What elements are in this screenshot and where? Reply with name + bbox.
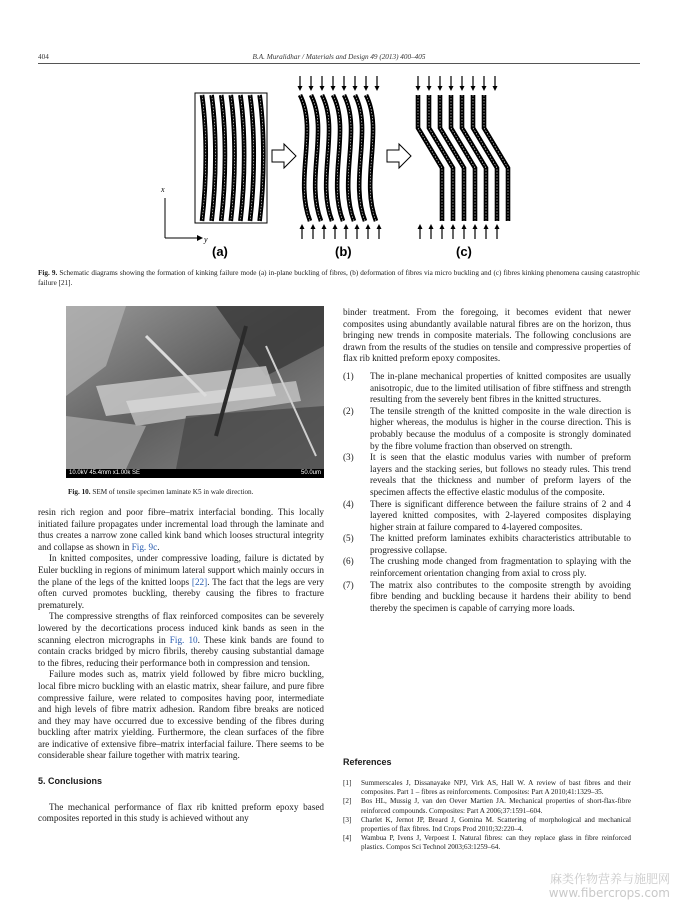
axis-y-label: y: [204, 235, 208, 244]
sem-info-bar: [66, 469, 324, 478]
paragraph: The mechanical performance of flax rib knitted preform epoxy based composites reported in this study is achieved without any: [38, 801, 324, 824]
reference-text: Charlet K, Jernot JP, Breard J, Gomina M. Scattering of morphological and mechanical properties of flax fibres. Ind Crops Prod 2010;32:220–4.: [361, 815, 631, 834]
load-arrowhead: [331, 86, 336, 91]
load-arrowhead: [355, 224, 360, 229]
conclusion-item: [343, 533, 631, 556]
sem-info-left: 10.0kV 45.4mm x1.00k SE: [69, 470, 141, 476]
load-arrowhead: [418, 224, 423, 229]
conclusion-number: (3): [343, 452, 354, 463]
figure-9-caption-text: Schematic diagrams showing the formation of kinking failure mode (a) in-plane buckling of fibres, (b) deformation of fibres via micro buckling and (c) fibres kinking phenomena causing catastrophic failure [21].: [38, 269, 641, 287]
reference-item: [343, 816, 631, 834]
text: The compressive strengths of flax reinforced composites can be severely lowered by the decortications process induced kink bands as seen in the scanning electron micrographs in: [38, 611, 324, 645]
paragraph: Failure modes such as, matrix yield followed by fibre micro buckling, local fibre micro buckling with an elastic matrix, shear failure, and pure fibre compressive failure, were related to composites having poor, intermediate and high levels of fibre matrix adhesion. Random fibre breaks are noticed and they may have occurred due to excessive bending of the fibres during buckling after matrix yielding. Furthermore, the clean surfaces of the fibre are indicative of extensive fibre–matrix interfacial failure. There seems to be considerable shear failure together with matrix tearing.: [38, 669, 324, 761]
page-number: 404: [38, 53, 49, 61]
arrow-a-to-b: [272, 144, 296, 168]
conclusion-text: The knitted preform laminates exhibits characteristics attributable to progressive collapse.: [370, 533, 631, 555]
load-arrowhead: [495, 224, 500, 229]
figure-9-diagram: [150, 70, 530, 270]
reference-number: [1]: [343, 779, 352, 787]
panel-label-b: (b): [335, 244, 352, 259]
watermark: [540, 872, 670, 900]
fig9c-link[interactable]: Fig. 9c: [131, 541, 158, 552]
load-arrowhead: [322, 224, 327, 229]
reference-item: [343, 797, 631, 815]
load-arrowhead: [416, 86, 421, 91]
ref-22-link[interactable]: [22]: [191, 576, 208, 587]
fig10-link[interactable]: Fig. 10: [169, 634, 198, 645]
reference-text: Summerscales J, Dissanayake NPJ, Virk AS, Hall W. A review of bast fibres and their composites. Part 1 – fibres as reinforcements. Composites: Part A 2010;41:1329–35.: [361, 779, 631, 797]
conclusion-item: [343, 371, 631, 406]
reference-number: [2]: [343, 797, 352, 806]
sem-scale: 50.0um: [300, 470, 321, 476]
panel-label-a: (a): [212, 244, 228, 259]
load-arrowhead: [429, 224, 434, 229]
conclusion-text: It is seen that the elastic modulus varies with number of preform layers and the stacking series, but follows no steady rules. This trend reveals that the thickness and number of preform layers of the specimen affects the effective elastic modulus of the composite.: [370, 452, 631, 497]
conclusion-item: [343, 406, 631, 452]
load-arrowhead: [309, 86, 314, 91]
reference-text: Bos HL, Mussig J, van den Oever Martien JA. Mechanical properties of short-flax-fibre reinforced compounds. Composites: Part A 2006;37:1591–604.: [361, 797, 631, 815]
reference-number: [3]: [343, 815, 352, 824]
conclusion-text: There is significant difference between the failure strains of 2 and 4 layered knitted composites, with 2-layered composites displaying higher strain at failure compared to 4-layered composites.: [370, 498, 631, 532]
conclusion-text: The tensile strength of the knitted composite in the wale direction is higher whereas, the modulus is higher in the course direction. This is probably because the modulus of a composite is strongly dominated by the fibre volume fraction than observed on strength.: [370, 405, 631, 451]
conclusion-number: (6): [343, 556, 354, 567]
left-column: [38, 507, 324, 825]
text: . The fact that the legs are very often curved promotes buckling, thereby causing the fibres to fracture prematurely.: [38, 576, 324, 610]
header-rule: [38, 63, 640, 64]
load-arrowhead: [427, 86, 432, 91]
load-arrowhead: [462, 224, 467, 229]
conclusion-text: The matrix also contributes to the composite strength by avoiding fibre bending and buckling because it hardens their ability to bend thereby the specimen is capable of carrying more loads.: [370, 579, 631, 613]
watermark-url: www.fibercrops.com: [548, 886, 670, 900]
sem-texture: [66, 306, 324, 469]
references-heading: References: [343, 757, 392, 767]
text: In knitted composites, under compressive loading, failure is dictated by Euler buckling in regions of minimum lateral support which mainly occurs in the plane of the legs of the knitted loops: [38, 553, 324, 587]
conclusion-number: (1): [343, 370, 354, 381]
text: .: [157, 541, 160, 552]
figure-10-caption-text: SEM of tensile specimen laminate K5 in wale direction.: [92, 488, 254, 496]
load-arrowhead: [344, 224, 349, 229]
conclusion-text: The crushing mode changed from fragmentation to splaying with the reinforcement orientation changing from axial to cross ply.: [370, 556, 631, 579]
conclusion-item: [343, 580, 631, 615]
load-arrowhead: [449, 86, 454, 91]
text: resin rich region and poor fibre–matrix interfacial bonding. This locally initiated failure propagates under incremental load through the laminate and thus creates a narrow zone called kink band which looses structural integrity and collapse as shown in: [38, 507, 324, 552]
load-arrowhead: [484, 224, 489, 229]
axis-x-label: x: [161, 185, 165, 194]
panel-label-c: (c): [456, 244, 472, 259]
load-arrowhead: [377, 224, 382, 229]
conclusion-number: (2): [343, 405, 354, 416]
load-arrowhead: [438, 86, 443, 91]
load-arrowhead: [471, 86, 476, 91]
figure-10-caption-label: Fig. 10.: [68, 488, 91, 496]
load-arrowhead: [366, 224, 371, 229]
load-arrowhead: [460, 86, 465, 91]
conclusion-item: [343, 499, 631, 534]
load-arrowhead: [353, 86, 358, 91]
load-arrowhead: [300, 224, 305, 229]
conclusion-item: [343, 556, 631, 579]
load-arrowhead: [333, 224, 338, 229]
load-arrowhead: [493, 86, 498, 91]
conclusions-list: [343, 371, 631, 614]
figure-9-caption: [38, 268, 640, 288]
load-arrowhead: [364, 86, 369, 91]
section-heading: 5. Conclusions: [38, 776, 103, 787]
paragraph: binder treatment. From the foregoing, it becomes evident that newer composites using abundantly available natural fibres are on the horizon, thus bringing new trends in composite materials. The following conclusions are drawn from the results of the studies on tensile and compressive properties of flax rib knitted preform epoxy composites.: [343, 307, 631, 364]
load-arrowhead: [473, 224, 478, 229]
load-arrowhead: [440, 224, 445, 229]
running-title: B.A. Muralidhar / Materials and Design 49 (2013) 400–405: [252, 53, 426, 61]
load-arrowhead: [320, 86, 325, 91]
reference-item: [343, 834, 631, 852]
panel-a: [195, 93, 267, 223]
reference-number: [4]: [343, 834, 352, 843]
watermark-line: 麻类作物营养与施肥网: [549, 872, 670, 886]
paragraph: [38, 507, 324, 553]
conclusion-text: The in-plane mechanical properties of knitted composites are usually anisotropic, due to the limited utilisation of fibre stiffness and strength resulting from the severely bent fibres in the knitted structures.: [370, 370, 631, 405]
right-column: [343, 307, 631, 614]
reference-item: [343, 779, 631, 797]
paragraph: [38, 553, 324, 611]
figure-9-caption-label: Fig. 9.: [38, 269, 58, 277]
conclusion-number: (4): [343, 498, 354, 509]
text: . These kink bands are found to contain cracks bridged by micro fibrils, thereby causing substantial damage to the fibres, reducing their performance both in compression and tension.: [38, 634, 324, 668]
load-arrowhead: [342, 86, 347, 91]
conclusion-item: [343, 452, 631, 498]
paragraph: [38, 611, 324, 669]
panel-c: [416, 76, 509, 239]
conclusion-number: (5): [343, 533, 354, 544]
load-arrowhead: [375, 86, 380, 91]
load-arrowhead: [298, 86, 303, 91]
load-arrowhead: [482, 86, 487, 91]
load-arrowhead: [311, 224, 316, 229]
arrow-b-to-c: [387, 144, 411, 168]
panel-b: [298, 76, 382, 239]
load-arrowhead: [451, 224, 456, 229]
sem-micrograph: [66, 306, 324, 478]
conclusion-number: (7): [343, 579, 354, 590]
reference-text: Wambua P, Ivens J, Verpoest I. Natural fibres: can they replace glass in fibre reinforced plastics. Compos Sci Technol 2003;63:1259–64.: [361, 834, 631, 852]
figure-10-caption: [68, 488, 368, 496]
references-list: [343, 779, 631, 853]
